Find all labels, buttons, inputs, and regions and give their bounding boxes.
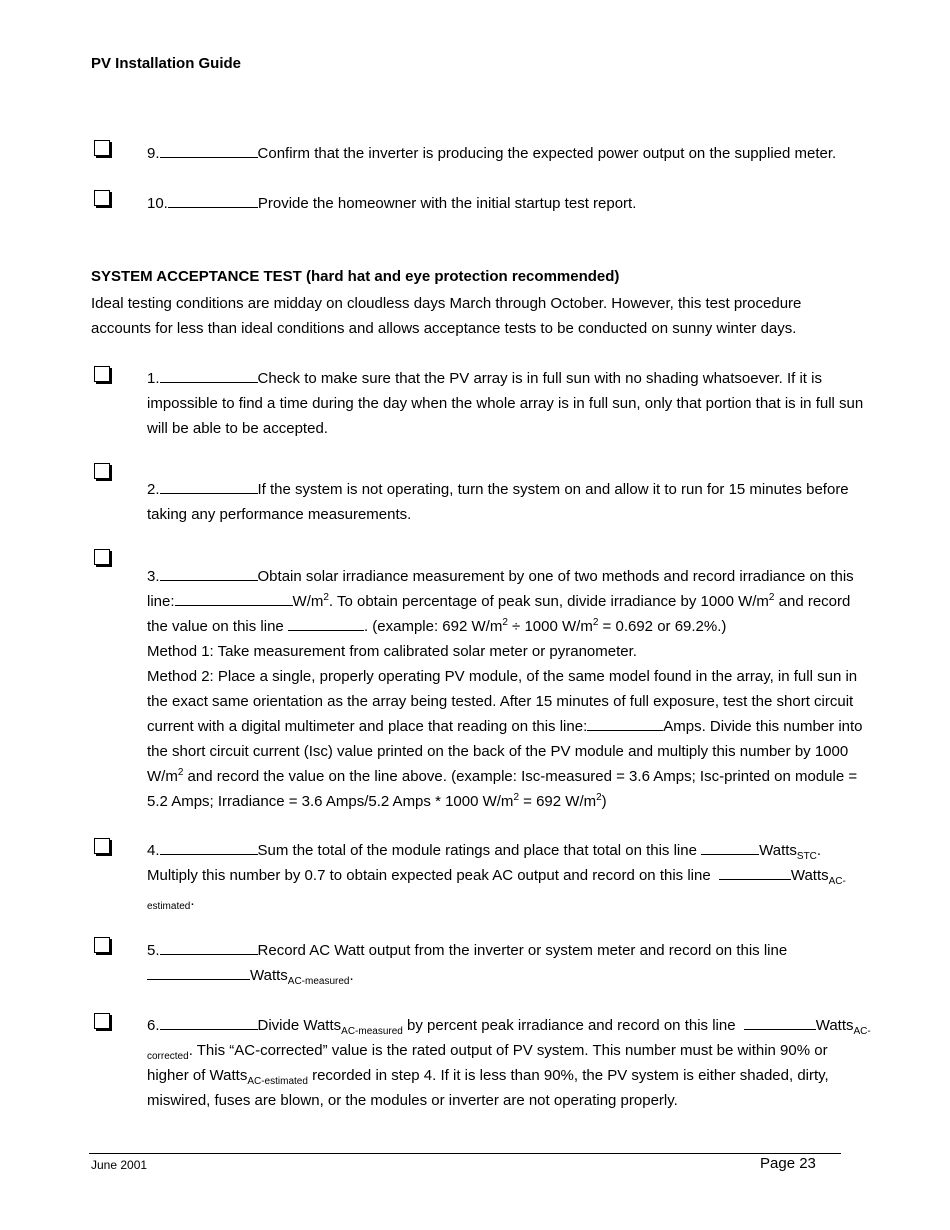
step-text: Divide Watts <box>257 1017 342 1034</box>
watts-stc-blank[interactable] <box>701 840 759 855</box>
step-number: 4. <box>147 842 160 859</box>
step-number: 2. <box>147 481 160 498</box>
checkbox-item-9[interactable] <box>94 140 110 156</box>
step-text: Check to make sure that the PV array is in full sun with no shading whatsoever. If it is impossible to find a time during the day when the whole array is in full sun, only that portion that is in full sun will be able to be accepted. <box>147 370 864 437</box>
checkbox-step-6[interactable] <box>94 1013 110 1029</box>
watts-ac-estimated-blank[interactable] <box>719 865 791 880</box>
superscript: 2 <box>768 592 775 603</box>
step-6 <box>147 1013 872 1113</box>
step-text: recorded in step 4. If it is less than 90%, the PV system is either shaded, dirty, miswired, fuses are blown, or the modules or inverter are not operating properly. <box>147 1067 829 1109</box>
step-text: Method 2: Place a single, properly operating PV module, of the same model found in the array, in full sun in the exact same orientation as the array being tested. After 15 minutes of full exposure, test the short circuit current with a digital multimeter and place that reading on this line: <box>147 668 858 735</box>
initials-blank[interactable] <box>160 143 258 158</box>
footer-divider <box>89 1153 841 1154</box>
method-2 <box>147 664 872 814</box>
initials-blank[interactable] <box>160 566 258 581</box>
unit-text: Watts <box>815 1017 854 1034</box>
unit-text: Watts <box>759 842 797 859</box>
step-4 <box>147 838 867 913</box>
subscript: AC-estimated <box>247 1076 308 1087</box>
page-header-title: PV Installation Guide <box>91 55 242 72</box>
initials-blank[interactable] <box>160 940 258 955</box>
step-text: = 692 W/m <box>519 793 597 810</box>
step-text: Amps. Divide this number into the short circuit current (Isc) value printed on the back of the PV module and multiply this number by 1000 W/m <box>147 718 863 785</box>
superscript: 2 <box>177 767 184 778</box>
amps-blank[interactable] <box>587 716 663 731</box>
step-5 <box>147 938 867 988</box>
item-text: Confirm that the inverter is producing the expected power output on the supplied meter. <box>257 145 837 162</box>
subscript: STC <box>796 851 817 862</box>
step-number: 5. <box>147 942 160 959</box>
step-3 <box>147 564 872 814</box>
step-text: . <box>190 892 195 909</box>
step-text: Record AC Watt output from the inverter or system meter and record on this line <box>257 942 788 959</box>
method-1: Method 1: Take measurement from calibrated solar meter or pyranometer. <box>147 643 637 660</box>
step-text: = 0.692 or 69.2%.) <box>598 618 727 635</box>
step-text: . To obtain percentage of peak sun, divide irradiance by 1000 W/m <box>328 593 769 610</box>
subscript: AC-measured <box>341 1026 403 1037</box>
checklist-item-9 <box>147 141 867 166</box>
checkbox-step-1[interactable] <box>94 366 110 382</box>
unit-text: Watts <box>790 867 829 884</box>
initials-blank[interactable] <box>160 479 258 494</box>
section-heading: SYSTEM ACCEPTANCE TEST (hard hat and eye protection recommended) <box>91 268 620 285</box>
step-number: 6. <box>147 1017 160 1034</box>
step-text: and record the value on the line above. (example: Isc-measured = 3.6 Amps; Isc-printed on module = 5.2 Amps; Irradiance = 3.6 Amps/5.2 Amps * 1000 W/m <box>147 768 858 810</box>
step-text: . <box>349 967 354 984</box>
initials-blank[interactable] <box>160 368 258 383</box>
initials-blank[interactable] <box>160 1015 258 1030</box>
checkbox-step-4[interactable] <box>94 838 110 854</box>
superscript: 2 <box>323 592 329 603</box>
irradiance-blank[interactable] <box>175 591 293 606</box>
step-number: 1. <box>147 370 160 387</box>
step-text: Obtain solar irradiance measurement by one of two methods and record irradiance on this line: <box>147 568 854 610</box>
superscript: 2 <box>513 792 519 803</box>
superscript: 2 <box>592 617 599 628</box>
step-text: by percent peak irradiance and record on this line <box>402 1017 740 1034</box>
checklist-item-10 <box>147 191 867 216</box>
watts-ac-corrected-blank[interactable] <box>744 1015 816 1030</box>
superscript: 2 <box>596 792 602 803</box>
step-2 <box>147 477 867 527</box>
checkbox-step-2[interactable] <box>94 463 110 479</box>
watts-ac-measured-blank[interactable] <box>147 965 250 980</box>
step-text: . (example: 692 W/m <box>363 618 503 635</box>
step-text: ÷ 1000 W/m <box>507 618 593 635</box>
initials-blank[interactable] <box>168 193 258 208</box>
step-text: ) <box>601 793 607 810</box>
item-number: 10. <box>147 195 168 212</box>
unit-text: W/m <box>292 593 324 610</box>
checkbox-step-5[interactable] <box>94 937 110 953</box>
superscript: 2 <box>502 617 508 628</box>
step-text: If the system is not operating, turn the system on and allow it to run for 15 minutes before taking any performance measurements. <box>147 481 849 523</box>
item-number: 9. <box>147 145 160 162</box>
step-number: 3. <box>147 568 160 585</box>
checkbox-step-3[interactable] <box>94 549 110 565</box>
step-text: Sum the total of the module ratings and place that total on this line <box>257 842 702 859</box>
section-intro: Ideal testing conditions are midday on cloudless days March through October. However, this test procedure accounts for less than ideal conditions and allows acceptance tests to be conducted on sunny winter days. <box>91 295 802 337</box>
initials-blank[interactable] <box>160 840 258 855</box>
step-text: and record the value on this line <box>147 593 851 635</box>
subscript: AC-corrected <box>147 1026 871 1062</box>
step-text: . Multiply this number by 0.7 to obtain expected peak AC output and record on this line <box>147 842 822 884</box>
step-text: . This “AC-corrected” value is the rated output of PV system. This number must be within 90% or higher of Watts <box>147 1042 828 1084</box>
step-1 <box>147 366 867 441</box>
checkbox-item-10[interactable] <box>94 190 110 206</box>
unit-text: Watts <box>250 967 288 984</box>
peak-sun-percent-blank[interactable] <box>288 616 364 631</box>
page-number: Page 23 <box>760 1155 816 1172</box>
subscript: AC-estimated <box>147 876 846 912</box>
item-text: Provide the homeowner with the initial startup test report. <box>257 195 637 212</box>
footer-date: June 2001 <box>91 1158 148 1172</box>
subscript: AC-measured <box>287 976 350 987</box>
